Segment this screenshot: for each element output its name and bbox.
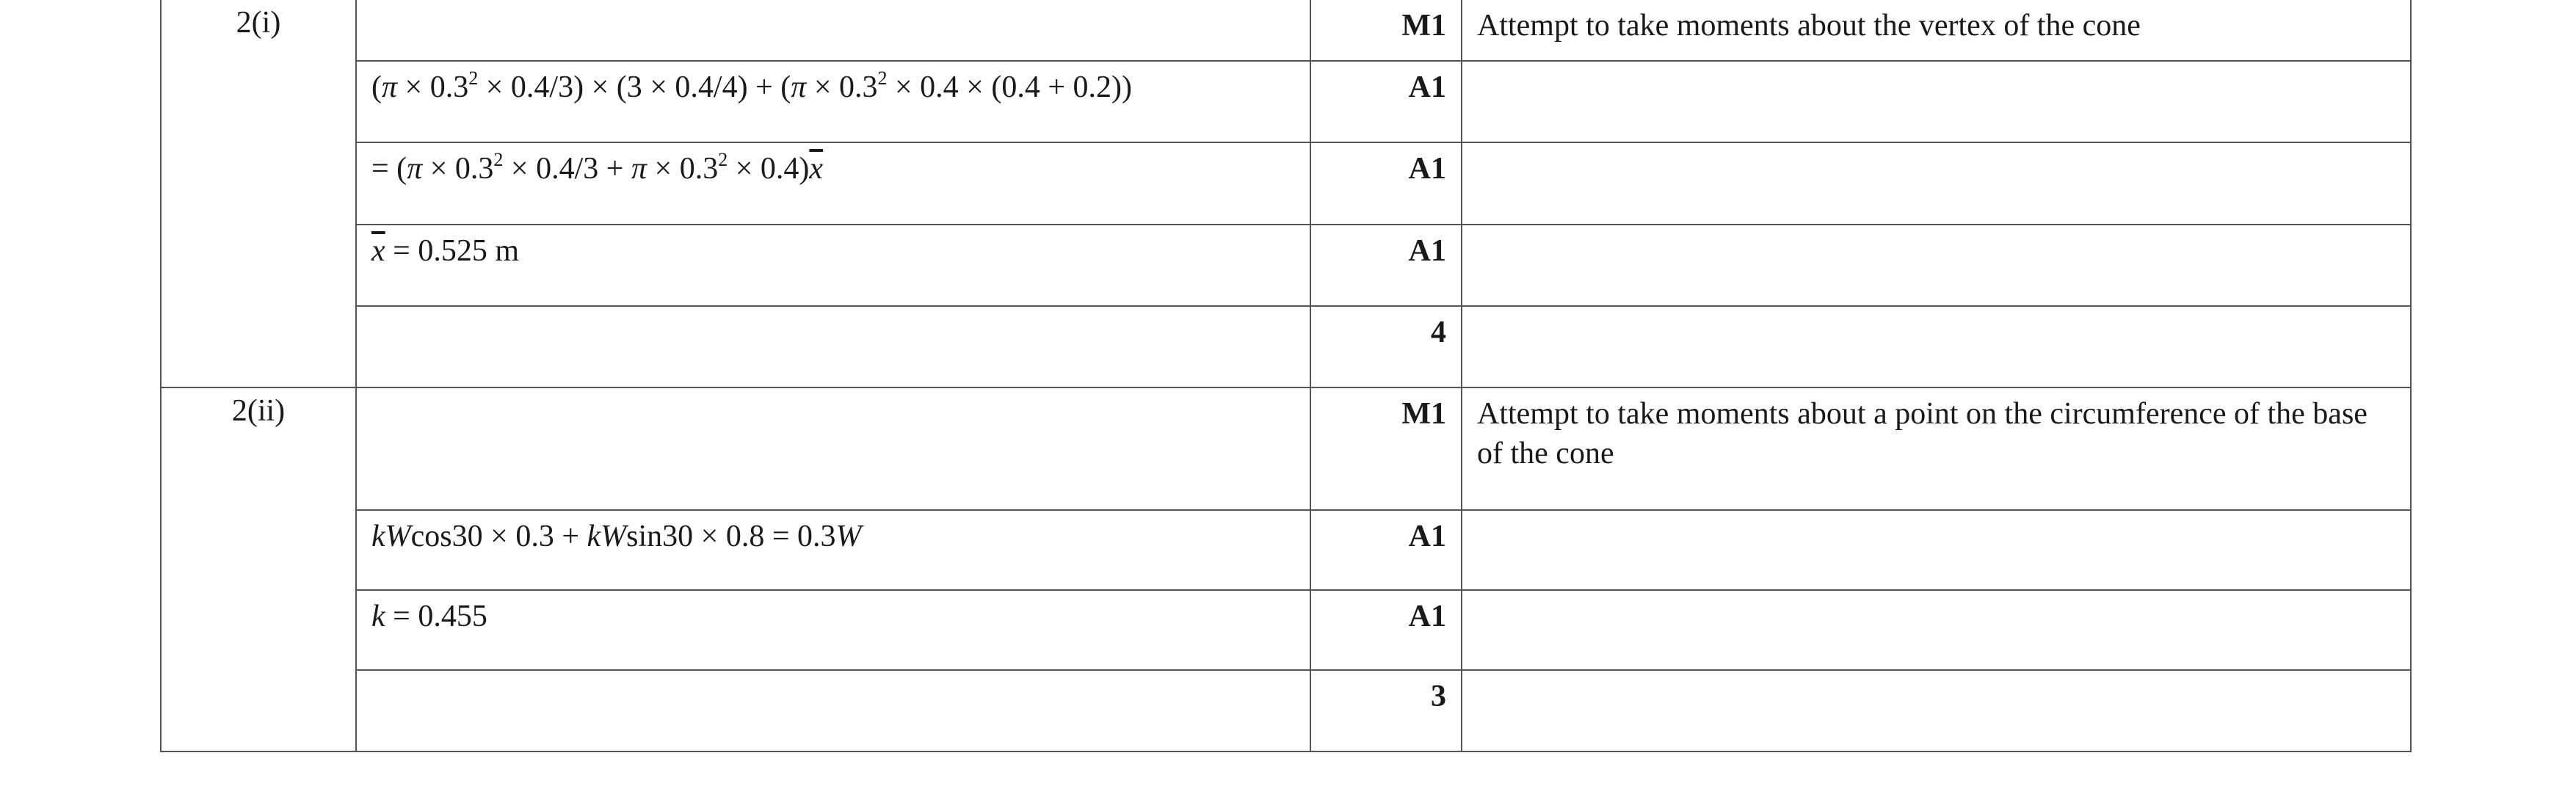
working-cell: $\overline{x} = 0.525$ m	[356, 225, 1310, 307]
working-cell: kWcos30 × 0.3 + kWsin30 × 0.8 = 0.3W	[356, 510, 1310, 590]
mark-cell: M1	[1310, 387, 1462, 510]
comment-cell: Attempt to take moments about the vertex of the cone	[1462, 0, 2411, 61]
comment-cell	[1462, 225, 2411, 307]
mark-scheme-table	[160, 0, 2412, 752]
question-number: 2(i)	[161, 0, 356, 387]
working-cell: k = 0.455	[356, 590, 1310, 670]
table-row	[161, 142, 2411, 225]
comment-cell	[1462, 670, 2411, 751]
working-cell: $(\pi \times 0.3^2 \times 0.4/3) \times (3 \times 0.4/4) + (\pi \times 0.3^2 \times 0.4 \times (0.4 + 0.2))$	[356, 61, 1310, 143]
comment-cell	[1462, 61, 2411, 143]
mark-cell: A1	[1310, 590, 1462, 670]
comment-cell	[1462, 142, 2411, 225]
working-cell	[356, 306, 1310, 387]
comment-cell	[1462, 510, 2411, 590]
table-row	[161, 225, 2411, 307]
mark-cell: A1	[1310, 510, 1462, 590]
table-row	[161, 306, 2411, 387]
working-cell	[356, 670, 1310, 751]
table-row	[161, 61, 2411, 143]
total-mark-cell: 3	[1310, 670, 1462, 751]
table-row	[161, 670, 2411, 751]
comment-cell	[1462, 306, 2411, 387]
comment-cell: Attempt to take moments about a point on the circumference of the base of the cone	[1462, 387, 2411, 510]
mark-cell: M1	[1310, 0, 1462, 61]
table-row	[161, 590, 2411, 670]
table-row	[161, 0, 2411, 61]
working-cell: = $(\pi \times 0.3^2 \times 0.4/3 + \pi \times 0.3^2 \times 0.4)\overline{x}$	[356, 142, 1310, 225]
mark-cell: A1	[1310, 225, 1462, 307]
working-cell	[356, 0, 1310, 61]
mark-cell: A1	[1310, 142, 1462, 225]
working-cell	[356, 387, 1310, 510]
table-row	[161, 510, 2411, 590]
mark-cell: A1	[1310, 61, 1462, 143]
comment-cell	[1462, 590, 2411, 670]
question-number: 2(ii)	[161, 387, 356, 752]
total-mark-cell: 4	[1310, 306, 1462, 387]
table-row	[161, 387, 2411, 510]
